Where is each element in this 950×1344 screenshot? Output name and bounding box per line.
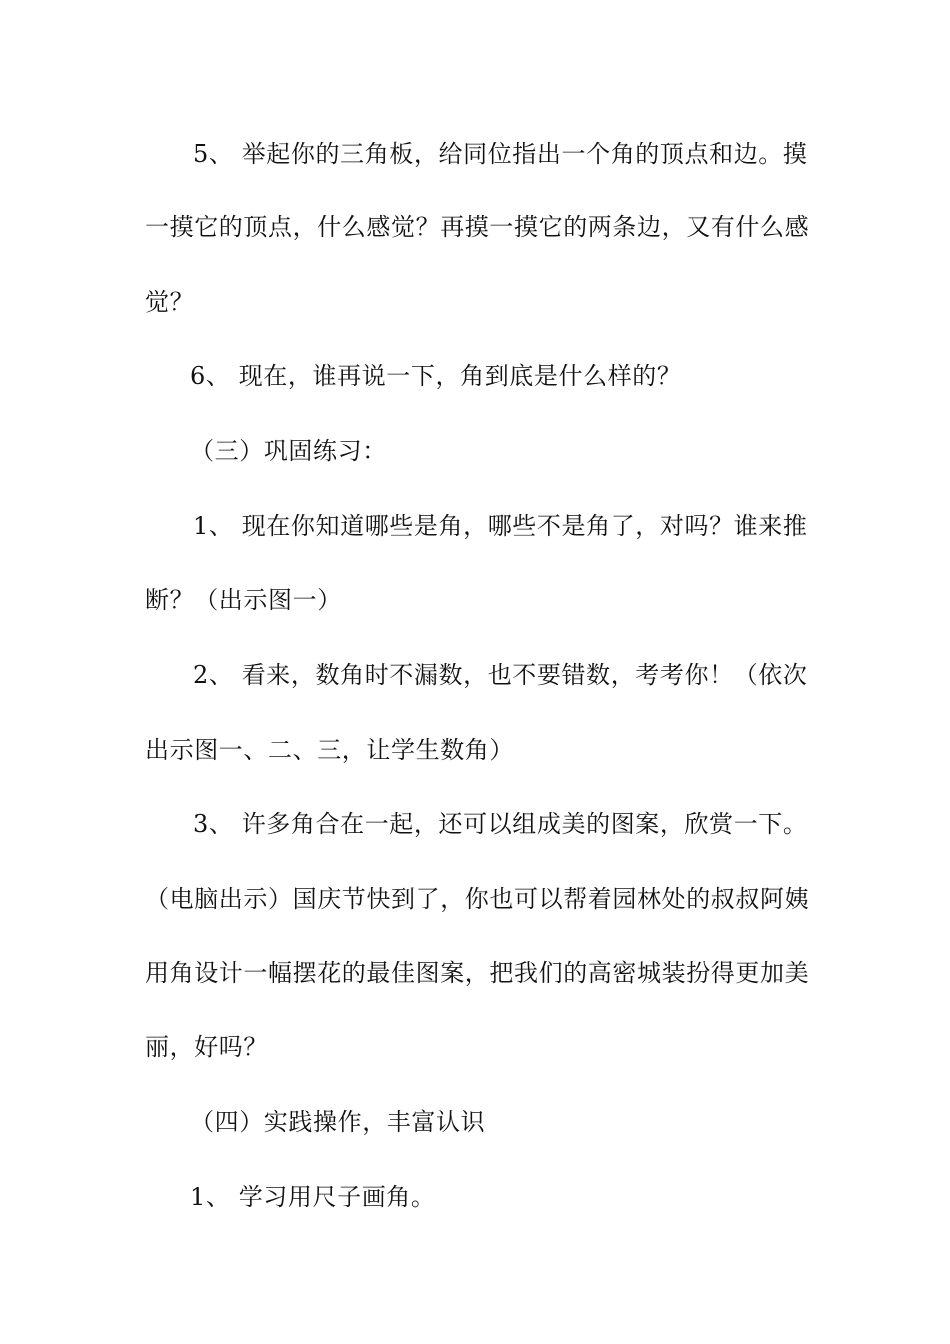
operation-item-1: 1、 学习用尺子画角。 — [190, 1183, 436, 1211]
practice-item-2-line-1: 2、 看来，数角时不漏数，也不要错数，考考你！（依次 — [193, 661, 808, 689]
practice-item-2-line-2: 出示图一、二、三，让学生数角） — [145, 736, 514, 764]
section-heading-4: （四）实践操作，丰富认识 — [190, 1108, 486, 1136]
section-heading-3: （三）巩固练习： — [190, 437, 387, 465]
practice-item-3-line-4: 丽，好吗？ — [145, 1033, 268, 1061]
practice-item-1-line-2: 断？（出示图一） — [145, 586, 342, 614]
paragraph-item-5-line-1: 5、 举起你的三角板，给同位指出一个角的顶点和边。摸 — [193, 140, 808, 168]
paragraph-item-6: 6、 现在，谁再说一下，角到底是什么样的？ — [190, 362, 682, 390]
paragraph-item-5-line-2: 一摸它的顶点，什么感觉？再摸一摸它的两条边，又有什么感 — [145, 213, 810, 241]
practice-item-3-line-2: （电脑出示）国庆节快到了，你也可以帮着园林处的叔叔阿姨 — [145, 885, 810, 913]
paragraph-item-5-line-3: 觉？ — [145, 288, 195, 316]
practice-item-3-line-1: 3、 许多角合在一起，还可以组成美的图案，欣赏一下。 — [193, 810, 808, 838]
practice-item-1-line-1: 1、 现在你知道哪些是角，哪些不是角了，对吗？谁来推 — [193, 512, 808, 540]
practice-item-3-line-3: 用角设计一幅摆花的最佳图案，把我们的高密城装扮得更加美 — [145, 959, 810, 987]
